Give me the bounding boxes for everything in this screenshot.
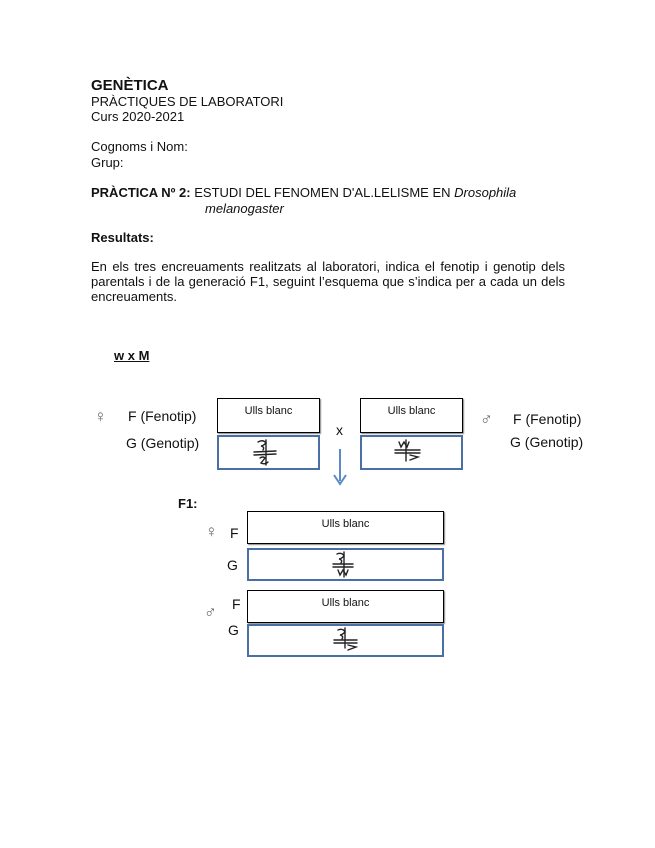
female-fenotip-box[interactable] (217, 398, 320, 433)
practice-number: PRÀCTICA Nº 2: (91, 185, 191, 200)
f1-female-genotype-handwriting-icon (249, 550, 442, 579)
f1-female-genotip-box[interactable] (247, 548, 444, 581)
female-fenotip-value: Ulls blanc (244, 405, 293, 417)
female-genotip-box[interactable] (217, 435, 320, 470)
male-symbol-icon: ♂ (480, 410, 493, 429)
f1-male-symbol-icon: ♂ (204, 603, 217, 622)
male-fenotip-box[interactable] (360, 398, 463, 433)
f1-female-symbol-icon: ♀ (205, 522, 218, 541)
f1-heading: F1: (178, 496, 198, 511)
f1-male-g-label: G (228, 622, 239, 638)
f1-female-fenotip-value: Ulls blanc (321, 518, 370, 530)
practice-title (91, 185, 561, 200)
female-symbol-icon: ♀ (94, 407, 107, 426)
species-epithet: melanogaster (205, 201, 284, 216)
group-label: Grup: (91, 155, 124, 170)
female-fenotip-label: F (Fenotip) (128, 408, 197, 424)
f1-female-g-label: G (227, 557, 238, 573)
f1-male-f-label: F (232, 596, 241, 612)
document-title: GENÈTICA (91, 77, 169, 94)
male-genotip-box[interactable] (360, 435, 463, 470)
results-heading: Resultats: (91, 230, 154, 245)
cross-title: w x M (114, 348, 150, 363)
male-fenotip-label: F (Fenotip) (513, 411, 582, 427)
female-genotip-label: G (Genotip) (126, 435, 200, 451)
f1-male-genotype-handwriting-icon (249, 626, 442, 655)
f1-female-f-label: F (230, 525, 239, 541)
male-genotype-handwriting-icon (362, 437, 461, 468)
f1-male-fenotip-value: Ulls blanc (321, 597, 370, 609)
course-label: Curs 2020-2021 (91, 109, 185, 124)
cross-sign: x (336, 422, 343, 438)
results-paragraph: En els tres encreuaments realitzats al laboratori, indica el fenotip i genotip dels parentals i de la generació F1, seguint l’esquema que s’indica per a cada un dels encreuaments. (91, 259, 565, 304)
male-genotip-label: G (Genotip) (510, 434, 584, 450)
male-fenotip-value: Ulls blanc (387, 405, 436, 417)
female-genotype-handwriting-icon (219, 437, 318, 468)
f1-male-genotip-box[interactable] (247, 624, 444, 657)
down-arrow-icon (332, 448, 348, 488)
subtitle: PRÀCTIQUES DE LABORATORI (91, 94, 284, 109)
species-genus: Drosophila (454, 185, 517, 200)
name-label: Cognoms i Nom: (91, 139, 188, 154)
practice-name: ESTUDI DEL FENOMEN D'AL.LELISME EN (194, 185, 451, 200)
f1-female-fenotip-box[interactable] (247, 511, 444, 544)
f1-male-fenotip-box[interactable] (247, 590, 444, 623)
